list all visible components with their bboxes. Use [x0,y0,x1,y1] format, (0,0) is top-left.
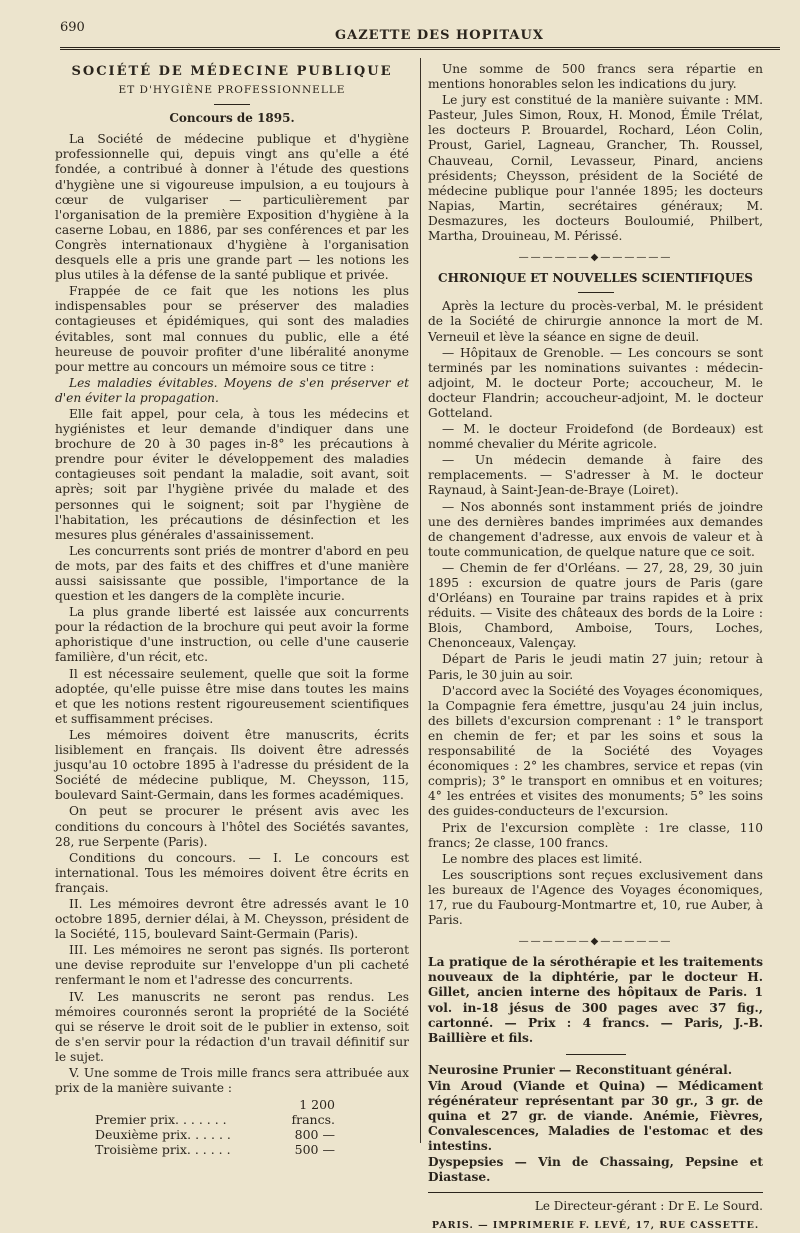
paragraph: III. Les mémoires ne seront pas signés. Ils porteront une devise reproduite sur l'enveloppe d'un pli cacheté renfermant le nom et l'adresse des concurrents. [55,943,409,988]
paragraph: Elle fait appel, pour cela, à tous les médecins et hygiénistes et leur demande d'indiquer dans une brochure de 20 à 30 pages in-8° les précautions à prendre pour éviter le développement des maladies contagieuses soit pendant la maladie, soit avant, soit après; soit par l'hygiène privée du malade et des personnes qui le soignent; soit par l'hygiène de l'habitation, les précautions de désinfection et les mesures plus générales d'assainissement. [55,406,409,542]
memoir-title: Les maladies évitables. Moyens de s'en préserver et d'en éviter la propagation. [55,375,409,405]
paragraph: Conditions du concours. — I. Le concours est international. Tous les mémoires doivent être écrits en français. [55,850,409,895]
paragraph: Le jury est constitué de la manière suivante : MM. Pasteur, Jules Simon, Roux, H. Monod, Émile Trélat, les docteurs P. Brouardel, Rochard, Léon Colin, Proust, Gariel, Lagneau, Grancher, Th. Roussel, Chauveau, Cornil, Levasseur, Pinard, anciens présidents; Cheysson, président de la Société de médecine publique pour l'année 1895; les docteurs Napias, Martin, secrétaires généraux; M. Desmazures, les docteurs Bouloumié, Philbert, Martha, Drouineau, M. Périssé. [428,93,763,244]
paragraph: Les concurrents sont priés de montrer d'abord en peu de mots, par des faits et des chiffres et d'une manière aussi saisissante que possible, l'importance de la question et les dangers de la complète incurie. [55,543,409,604]
paragraph: IV. Les manuscrits ne seront pas rendus. Les mémoires couronnés seront la propriété de la Société qui se réserve le droit soit de le publier in extenso, soit de s'en servir pour la rédaction d'un travail définitif sur le sujet. [55,989,409,1064]
prize-label: Deuxième prix. . . . . . [95,1127,231,1143]
prize-row [95,1142,409,1157]
paragraph: Il est nécessaire seulement, quelle que soit la forme adoptée, qu'elle puisse être mise dans toutes les mains et que les notions restent rigoureusement scientifiques et suffisamment précises. [55,666,409,726]
paragraph: Frappée de ce fait que les notions les plus indispensables pour se préserver des maladies contagieuses et épidémiques, qui sont des maladies évitables, sont mal connues du public, elle a été heureuse de pouvoir profiter d'une libéralité anonyme pour mettre au concours un mémoire sous ce titre : [55,284,409,374]
footer-rule [428,1192,763,1193]
paragraph: On peut se procurer le présent avis avec les conditions du concours à l'hôtel des Sociétés savantes, 28, rue Serpente (Paris). [55,804,409,849]
paragraph: La Société de médecine publique et d'hygiène professionnelle qui, depuis vingt ans qu'elle a été fondée, a contribué à donner à l'étude des questions d'hygiène une si vigoureuse impulsion, a eu toujours à cœur de vulgariser — particulièrement par l'organisation de la première Exposition d'hygiène à la caserne Lobau, en 1886, par ses conférences et par les Congrès internationaux d'hygiène à l'organisation desquels elle a pris une grande part — les notions les plus utiles à la défense de la santé publique et privée. [55,132,409,283]
ornament-divider: ——————◆—————— [518,252,673,264]
book-notice: La pratique de la sérothérapie et les traitements nouveaux de la diphtérie, par le docteur H. Gillet, ancien interne des hôpitaux de Paris. 1 vol. in-18 jésus de 300 pages avec 37 fig., cartonné. — Prix : 4 francs. — Paris, J.-B. Baillière et fils. [428,955,763,1045]
paragraph: Les souscriptions sont reçues exclusivement dans les bureaux de l'Agence des Voyages économiques, 17, rue du Faubourg-Montmartre et, 10, rue Auber, à Paris. [428,867,763,928]
paragraph: — M. le docteur Froidefond (de Bordeaux) est nommé chevalier du Mérite agricole. [428,422,763,452]
advertisement: Neurosine Prunier — Reconstituant général. [428,1062,733,1077]
article-subtitle: ET D'HYGIÈNE PROFESSIONNELLE [118,84,346,97]
paragraph: La plus grande liberté est laissée aux concurrents pour la rédaction de la brochure qui peut avoir la forme aphoristique d'une instruction, ou celle d'une causerie familière, d'un récit, etc. [55,605,409,665]
director-signature: Le Directeur-gérant : Dr E. Le Sourd. [534,1198,763,1213]
paragraph: V. Une somme de Trois mille francs sera attribuée aux prix de la manière suivante : [55,1066,409,1096]
right-column [428,62,763,1233]
separator [214,104,250,105]
separator [578,292,614,293]
paragraph: Une somme de 500 francs sera répartie en mentions honorables selon les indications du jury. [428,62,763,92]
separator [566,1054,626,1055]
paragraph: Prix de l'excursion complète : 1re classe, 110 francs; 2e classe, 100 francs. [428,820,763,850]
chronique-heading: CHRONIQUE ET NOUVELLES SCIENTIFIQUES [438,271,753,286]
paragraph: Les mémoires doivent être manuscrits, écrits lisiblement en français. Ils doivent être adressés jusqu'au 10 octobre 1895 à l'adresse du président de la Société de médecine publique, M. Cheysson, 115, boulevard Saint-Germain, dans les formes académiques. [55,727,409,803]
left-column [55,62,409,1158]
column-divider [420,58,421,1143]
paragraph: Le nombre des places est limité. [442,851,643,866]
advertisement: Dyspepsies — Vin de Chassaing, Pepsine et Diastase. [428,1155,763,1185]
prize-row [95,1097,409,1127]
prize-row [95,1127,409,1142]
ornament-divider: ——————◆—————— [518,936,673,948]
paragraph: D'accord avec la Société des Voyages économiques, la Compagnie fera émettre, jusqu'au 24 juin inclus, des billets d'excursion comprenant : 1° le transport en chemin de fer; et par les soins et sous la responsabilité de la Société des Voyages économiques : 2° les chambres, service et repas (vin compris); 3° le transport en omnibus et en voitures; 4° les entrées et visites des monuments; 5° les soins des guides-conducteurs de l'excursion. [428,683,763,819]
paragraph: — Hôpitaux de Grenoble. — Les concours se sont terminés par les nominations suivantes : médecin-adjoint, M. le docteur Porte; accoucheur, M. le docteur Flandrin; accoucheur-adjoint, M. le docteur Gotteland. [428,345,763,420]
prize-label: Troisième prix. . . . . . [95,1142,231,1158]
prize-value: 500 — [294,1142,335,1158]
paragraph: Départ de Paris le jeudi matin 27 juin; retour à Paris, le 30 juin au soir. [428,652,763,682]
printer-imprint: PARIS. — IMPRIMERIE F. LEVÉ, 17, RUE CASSETTE. [431,1219,760,1231]
paragraph: — Nos abonnés sont instamment priés de joindre une des dernières bandes imprimées aux demandes de changement d'adresse, aux envois de valeur et à toute communication, de quelque nature que ce soit. [428,499,763,559]
prize-value: 1 200 francs. [291,1097,335,1128]
page-number: 690 [60,20,85,35]
paragraph: — Un médecin demande à faire des remplacements. — S'adresser à M. le docteur Raynaud, à Saint-Jean-de-Braye (Loiret). [428,453,763,498]
prize-label: Premier prix. . . . . . . [95,1112,227,1128]
prize-value: 800 — [294,1127,335,1143]
paragraph: — Chemin de fer d'Orléans. — 27, 28, 29, 30 juin 1895 : excursion de quatre jours de Paris (gare d'Orléans) en Touraine par trains rapides et à prix réduits. — Visite des châteaux des bords de la Loire : Blois, Chambord, Amboise, Tours, Loches, Chenonceaux, Valençay. [428,560,763,651]
paragraph: Après la lecture du procès-verbal, M. le président de la Société de chirurgie annonce la mort de M. Verneuil et lève la séance en signe de deuil. [428,299,763,344]
advertisement: Vin Aroud (Viande et Quina) — Médicament régénérateur représentant par 30 gr., 3 gr. de quina et 27 gr. de viande. Anémie, Fièvres, Convalescences, Maladies de l'estomac et des intestins. [428,1078,763,1154]
paragraph: II. Les mémoires devront être adressés avant le 10 octobre 1895, dernier délai, à M. Cheysson, président de la Société, 115, boulevard Saint-Germain (Paris). [55,896,409,942]
running-title: GAZETTE DES HOPITAUX [335,28,544,43]
header-rule [60,47,780,50]
article-title: SOCIÉTÉ DE MÉDECINE PUBLIQUE [71,64,393,79]
section-heading: Concours de 1895. [169,111,295,126]
